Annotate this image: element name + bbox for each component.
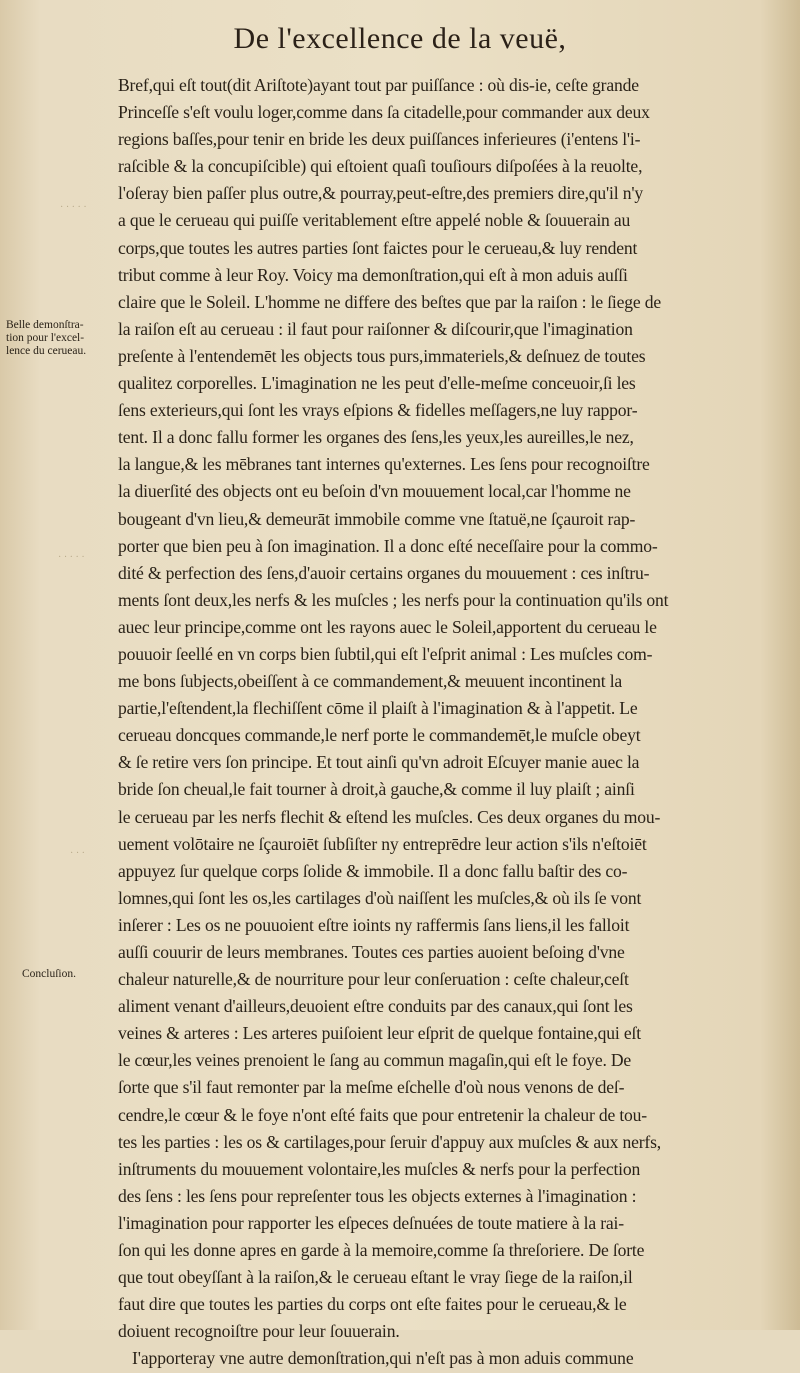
text-line: des ſens : les ſens pour repreſenter tous les objects externes à l'imagination : bbox=[118, 1185, 637, 1206]
text-line: cendre,le cœur & le foye n'ont eſté faits que pour entretenir la chaleur de tou- bbox=[118, 1104, 647, 1125]
text-line: me bons ſubjects,obeiſſent à ce commandement,& meuuent incontinent la bbox=[118, 671, 623, 692]
text-line: veines & arteres : Les arteres puiſoient leur eſprit de quelque fontaine,qui eſt bbox=[118, 1023, 641, 1044]
text-line: la langue,& les mēbranes tant internes qu'externes. Les ſens pour recognoiſtre bbox=[118, 454, 650, 475]
text-line: raſcible & la concupiſcible) qui eſtoient quaſi touſiours diſpoſées à la reuolte, bbox=[118, 156, 643, 177]
text-line: auec leur principe,comme ont les rayons auec le Soleil,apportent du cerueau le bbox=[118, 616, 657, 637]
text-line: lomnes,qui ſont les os,les cartilages d'où naiſſent les muſcles,& où ils ſe vont bbox=[118, 887, 642, 908]
margin-note-line: tion pour l'excel- bbox=[6, 332, 85, 344]
margin-note-line: Concluſion. bbox=[22, 968, 76, 980]
text-line: partie,l'eſtendent,la flechiſſent cōme il plaiſt à l'imagination & à l'appetit. Le bbox=[118, 698, 638, 719]
text-line: porter que bien peu à ſon imagination. Il a donc eſté neceſſaire pour la commo- bbox=[118, 535, 658, 556]
text-line: faut dire que toutes les parties du corps ont eſte faites pour le cerueau,& le bbox=[118, 1294, 627, 1315]
text-line: chaleur naturelle,& de nourriture pour leur conſeruation : ceſte chaleur,ceſt bbox=[118, 969, 629, 990]
text-line: le cerueau par les nerfs flechit & eſtend les muſcles. Ces deux organes du mou- bbox=[118, 806, 661, 827]
text-line: corps,que toutes les autres parties ſont faictes pour le cerueau,& luy rendent bbox=[118, 237, 638, 258]
text-line: ſon qui les donne apres en garde à la memoire,comme ſa threſoriere. De ſorte bbox=[118, 1240, 645, 1261]
running-head: De l'excellence de la veuë, bbox=[233, 22, 567, 55]
text-line: inſerer : Les os ne pouuoient eſtre ioints ny raffermis ſans liens,il les falloit bbox=[118, 914, 630, 935]
text-line: la raiſon eſt au cerueau : il faut pour raiſonner & diſcourir,que l'imagination bbox=[118, 318, 633, 339]
text-line: l'oſeray bien paſſer plus outre,& pourray,peut-eſtre,des premiers dire,qu'il n'y bbox=[118, 183, 643, 204]
text-line: Princeſſe s'eſt voulu loger,comme dans ſa citadelle,pour commander aux deux bbox=[118, 102, 650, 123]
text-line: tes les parties : les os & cartilages,pour ſeruir d'appuy aux muſcles & aux nerfs, bbox=[118, 1131, 662, 1152]
text-line: I'apporteray vne autre demonſtration,qui n'eſt pas à mon aduis commune bbox=[132, 1348, 634, 1369]
margin-note-line: lence du cerueau. bbox=[6, 345, 87, 357]
body-text bbox=[118, 72, 770, 1373]
text-line: l'imagination pour rapporter les eſpeces deſnuées de toute matiere à la rai- bbox=[118, 1212, 624, 1233]
text-line: uement volōtaire ne ſçauroiēt ſubſiſter ny entreprēdre leur action s'ils n'eſtoiēt bbox=[118, 833, 647, 854]
text-line: pouuoir ſeellé en vn corps bien ſubtil,qui eſt l'eſprit animal : Les muſcles com- bbox=[118, 643, 653, 664]
text-line: a que le cerueau qui puiſſe veritablement eſtre appelé noble & ſouuerain au bbox=[118, 210, 631, 231]
text-line: auſſi couurir de leurs membranes. Toutes ces parties auoient beſoing d'vne bbox=[118, 942, 625, 962]
text-line: dité & perfection des ſens,d'auoir certains organes du mouuement : ces inſtru- bbox=[118, 562, 650, 583]
text-line: tribut comme à leur Roy. Voicy ma demonſtration,qui eſt à mon aduis auſſi bbox=[118, 264, 628, 285]
text-line: bride ſon cheual,le fait tourner à droit,à gauche,& comme il luy plaiſt ; ainſi bbox=[118, 779, 635, 800]
text-line: preſente à l'entendemēt les objects tous purs,immateriels,& deſnuez de toutes bbox=[118, 345, 646, 366]
text-line: que tout obeyſſant à la raiſon,& le cerueau eſtant le vray ſiege de la raiſon,il bbox=[118, 1267, 633, 1288]
text-line: ſorte que s'il faut remonter par la meſme eſchelle d'où nous venons de deſ- bbox=[118, 1077, 625, 1098]
text-line: & ſe retire vers ſon principe. Et tout ainſi qu'vn adroit Eſcuyer manie auec la bbox=[118, 752, 640, 773]
show-through-mark: · · · · · bbox=[60, 202, 87, 213]
text-line: le cœur,les veines prenoient le ſang au commun magaſin,qui eſt le foye. De bbox=[118, 1050, 632, 1071]
text-line: ſens exterieurs,qui ſont les vrays eſpions & fidelles meſſagers,ne luy rappor- bbox=[118, 400, 638, 421]
text-line: tent. Il a donc fallu former les organes des ſens,les yeux,les aureilles,le nez, bbox=[118, 427, 634, 448]
text-line: la diuerſité des objects ont eu beſoin d'vn mouuement local,car l'homme ne bbox=[118, 481, 631, 502]
text-line: regions baſſes,pour tenir en bride les deux puiſſances inferieures (i'entens l'i- bbox=[118, 129, 641, 150]
text-line: cerueau doncques commande,le nerf porte le commandemēt,le muſcle obeyt bbox=[118, 725, 641, 746]
text-line: ments ſont deux,les nerfs & les muſcles ; les nerfs pour la continuation qu'ils ont bbox=[118, 589, 669, 610]
text-line: appuyez ſur quelque corps ſolide & immobile. Il a donc fallu baſtir des co- bbox=[118, 860, 628, 881]
text-line: claire que le Soleil. L'homme ne differe des beſtes que par la raiſon : le ſiege de bbox=[118, 291, 662, 312]
text-line: qualitez corporelles. L'imagination ne les peut d'elle-meſme conceuoir,ſi les bbox=[118, 373, 636, 394]
margin-note-line: Belle demonſtra- bbox=[6, 319, 84, 331]
show-through-mark: · · · · · bbox=[58, 552, 85, 563]
text-line: bougeant d'vn lieu,& demeurāt immobile comme vne ſtatuë,ne ſçauroit rap- bbox=[118, 508, 636, 529]
text-line: Bref,qui eſt tout(dit Ariſtote)ayant tout par puiſſance : où dis-ie, ceſte grande bbox=[118, 75, 639, 95]
margin-note-demonstration bbox=[6, 319, 112, 358]
text-line: aliment venant d'ailleurs,deuoient eſtre conduits par des canaux,qui ſont les bbox=[118, 996, 633, 1017]
margin-note-conclusion bbox=[22, 968, 128, 981]
show-through-mark: · · · bbox=[70, 848, 85, 859]
text-line: inſtruments du mouuement volontaire,les muſcles & nerfs pour la perfection bbox=[118, 1158, 641, 1179]
text-line: doiuent recognoiſtre pour leur ſouuerain. bbox=[118, 1321, 400, 1342]
